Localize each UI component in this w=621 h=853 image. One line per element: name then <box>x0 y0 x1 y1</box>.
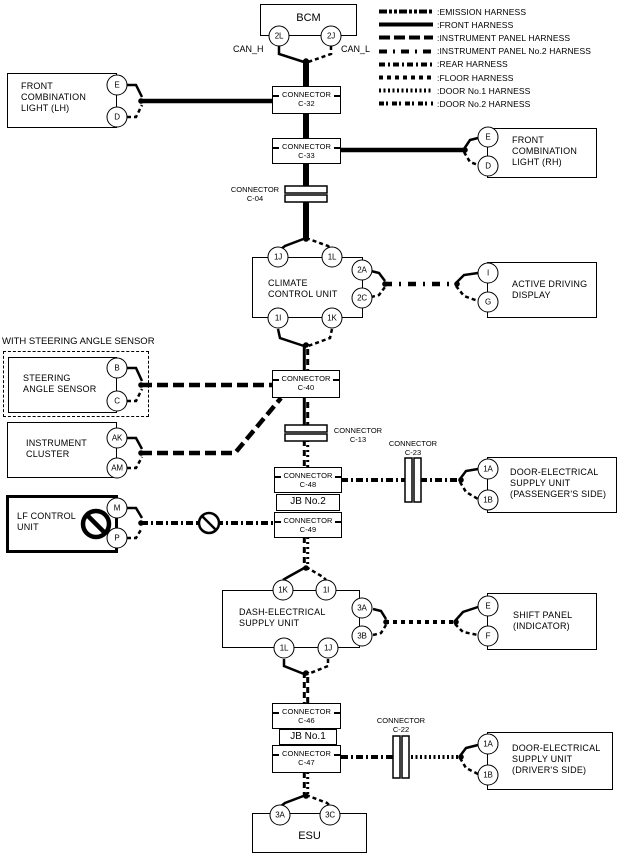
terminal-dsu-3b: 3B <box>352 626 373 647</box>
connector-code-c22: C-22 <box>392 725 410 734</box>
prohibition-icon <box>83 511 109 537</box>
unit-label-line: CLIMATE <box>268 278 308 288</box>
jb2-label: JB No.2 <box>290 496 326 507</box>
connector-word: CONNECTOR <box>281 749 332 758</box>
inline-connector-c23-icon <box>405 458 421 502</box>
terminal-desu-p-1b: 1B <box>478 490 499 511</box>
unit-label-line: COMBINATION <box>512 146 578 156</box>
terminal-esu-3c: 3C <box>320 805 341 826</box>
unit-label-line: SUPPLY UNIT <box>239 618 300 628</box>
connector-word: CONNECTOR <box>281 707 332 716</box>
can-h-label: CAN_H <box>233 44 264 54</box>
terminal-dsu-1k: 1K <box>273 580 294 601</box>
legend-sep: : <box>437 72 440 83</box>
legend-label: DOOR No.2 HARNESS <box>439 98 531 109</box>
terminal-ccu-1k: 1K <box>322 308 343 329</box>
unit-label-line: INSTRUMENT <box>26 438 87 448</box>
terminal-sas-b: B <box>107 358 128 379</box>
unit-label-line: SHIFT PANEL <box>513 610 573 620</box>
unit-label-line: FRONT <box>512 135 544 145</box>
connector-code-c33: C-33 <box>298 151 315 160</box>
connector-code-c13: C-13 <box>349 435 367 444</box>
connector-word: CONNECTOR <box>281 90 332 99</box>
legend-label: INSTRUMENT PANEL No.2 HARNESS <box>439 46 591 57</box>
terminal-add-i: I <box>478 263 499 284</box>
terminal-desu-d-1a: 1A <box>478 734 499 755</box>
legend-label: INSTRUMENT PANEL HARNESS <box>439 32 571 43</box>
terminal-shift-e: E <box>478 596 499 617</box>
connector-code-c23: C-23 <box>404 448 422 457</box>
terminal-ccu-2a: 2A <box>352 260 373 281</box>
terminal-fcl-lh-e: E <box>107 75 128 96</box>
legend-sep: : <box>437 85 440 96</box>
terminal-fcl-rh-e: E <box>478 127 499 148</box>
legend-label: FLOOR HARNESS <box>439 72 514 83</box>
connector-word: CONNECTOR <box>230 185 280 194</box>
connector-code-c49: C-49 <box>299 525 317 534</box>
unit-label-line: CONTROL UNIT <box>268 289 338 299</box>
unit-label-line: DOOR-ELECTRICAL <box>510 467 599 477</box>
terminal-ccu-1j: 1J <box>268 247 289 268</box>
unit-label-esu: ESU <box>298 830 321 842</box>
terminal-bcm-2l: 2L <box>269 26 290 47</box>
legend-sep: : <box>437 98 440 109</box>
connector-word: CONNECTOR <box>376 716 426 725</box>
connector-code-c32: C-32 <box>298 99 315 108</box>
unit-label-line: STEERING <box>23 373 71 383</box>
connector-word: CONNECTOR <box>388 439 438 448</box>
legend-sep: : <box>437 46 440 57</box>
connector-code-c46: C-46 <box>298 716 315 725</box>
connector-code-c48: C-48 <box>299 480 317 489</box>
legend-label: REAR HARNESS <box>439 59 508 70</box>
terminal-ic-am: AM <box>107 458 128 479</box>
terminal-ccu-1i: 1I <box>268 308 289 329</box>
terminal-dsu-1j: 1J <box>318 638 339 659</box>
unit-label-line: DOOR-ELECTRICAL <box>512 743 601 753</box>
terminal-sas-c: C <box>107 391 128 412</box>
unit-label-line: CLUSTER <box>26 449 70 459</box>
inline-connector-c22-icon <box>393 736 409 778</box>
jb1-label: JB No.1 <box>290 731 326 742</box>
connector-code-c40: C-40 <box>297 383 315 392</box>
terminal-bcm-2j: 2J <box>321 26 342 47</box>
legend-label: DOOR No.1 HARNESS <box>439 85 531 96</box>
connector-word: CONNECTOR <box>281 142 332 151</box>
connector-word: CONNECTOR <box>283 516 333 525</box>
unit-label-line: DASH-ELECTRICAL <box>239 607 326 617</box>
legend-sep: : <box>437 19 440 30</box>
terminal-desu-p-1a: 1A <box>478 459 499 480</box>
unit-label-line: (DRIVER'S SIDE) <box>512 765 587 775</box>
unit-label-line: FRONT <box>21 81 53 91</box>
terminal-ccu-1l: 1L <box>322 247 343 268</box>
with-steering-angle-sensor-note: WITH STEERING ANGLE SENSOR <box>2 336 155 347</box>
unit-label-line: SUPPLY UNIT <box>510 478 571 488</box>
unit-label-line: UNIT <box>17 522 39 532</box>
terminal-ic-ak: AK <box>107 428 128 449</box>
can-l-label: CAN_L <box>341 44 371 54</box>
legend-label: FRONT HARNESS <box>439 19 514 30</box>
unit-label-bcm: BCM <box>296 12 321 24</box>
terminal-dsu-1i: 1I <box>316 580 337 601</box>
unit-label-line: DISPLAY <box>512 290 551 300</box>
unit-label-line: LF CONTROL <box>17 511 77 521</box>
terminal-fcl-rh-d: D <box>478 156 499 177</box>
legend-sep: : <box>437 6 440 17</box>
unit-label-line: ANGLE SENSOR <box>23 384 97 394</box>
legend-label: EMISSION HARNESS <box>439 6 527 17</box>
terminal-dsu-3a: 3A <box>352 598 373 619</box>
prohibition-on-wire-icon <box>199 513 219 533</box>
terminal-lf-m: M <box>107 498 128 519</box>
unit-label-line: ACTIVE DRIVING <box>512 279 588 289</box>
connector-word: CONNECTOR <box>333 426 383 435</box>
connector-word: CONNECTOR <box>283 471 333 480</box>
legend-sep: : <box>437 32 440 43</box>
terminal-add-g: G <box>478 292 499 313</box>
inline-connector-c13-icon <box>285 425 327 441</box>
unit-label-line: (INDICATOR) <box>513 621 570 631</box>
connector-code-c47: C-47 <box>298 758 315 767</box>
inline-connector-c04-icon <box>285 186 327 202</box>
connector-code-c04: C-04 <box>246 194 264 203</box>
unit-label-line: LIGHT (RH) <box>512 157 562 167</box>
unit-label-line: (PASSENGER'S SIDE) <box>510 489 607 499</box>
connector-word: CONNECTOR <box>281 374 331 383</box>
unit-label-line: LIGHT (LH) <box>21 103 70 113</box>
terminal-desu-d-1b: 1B <box>478 765 499 786</box>
terminal-fcl-lh-d: D <box>107 107 128 128</box>
terminal-esu-3a: 3A <box>270 805 291 826</box>
unit-label-line: SUPPLY UNIT <box>512 754 573 764</box>
terminal-ccu-2c: 2C <box>352 288 373 309</box>
terminal-shift-f: F <box>478 626 499 647</box>
unit-label-line: COMBINATION <box>21 92 87 102</box>
legend-sep: : <box>437 59 440 70</box>
terminal-dsu-1l: 1L <box>274 638 295 659</box>
terminal-lf-p: P <box>107 528 128 549</box>
